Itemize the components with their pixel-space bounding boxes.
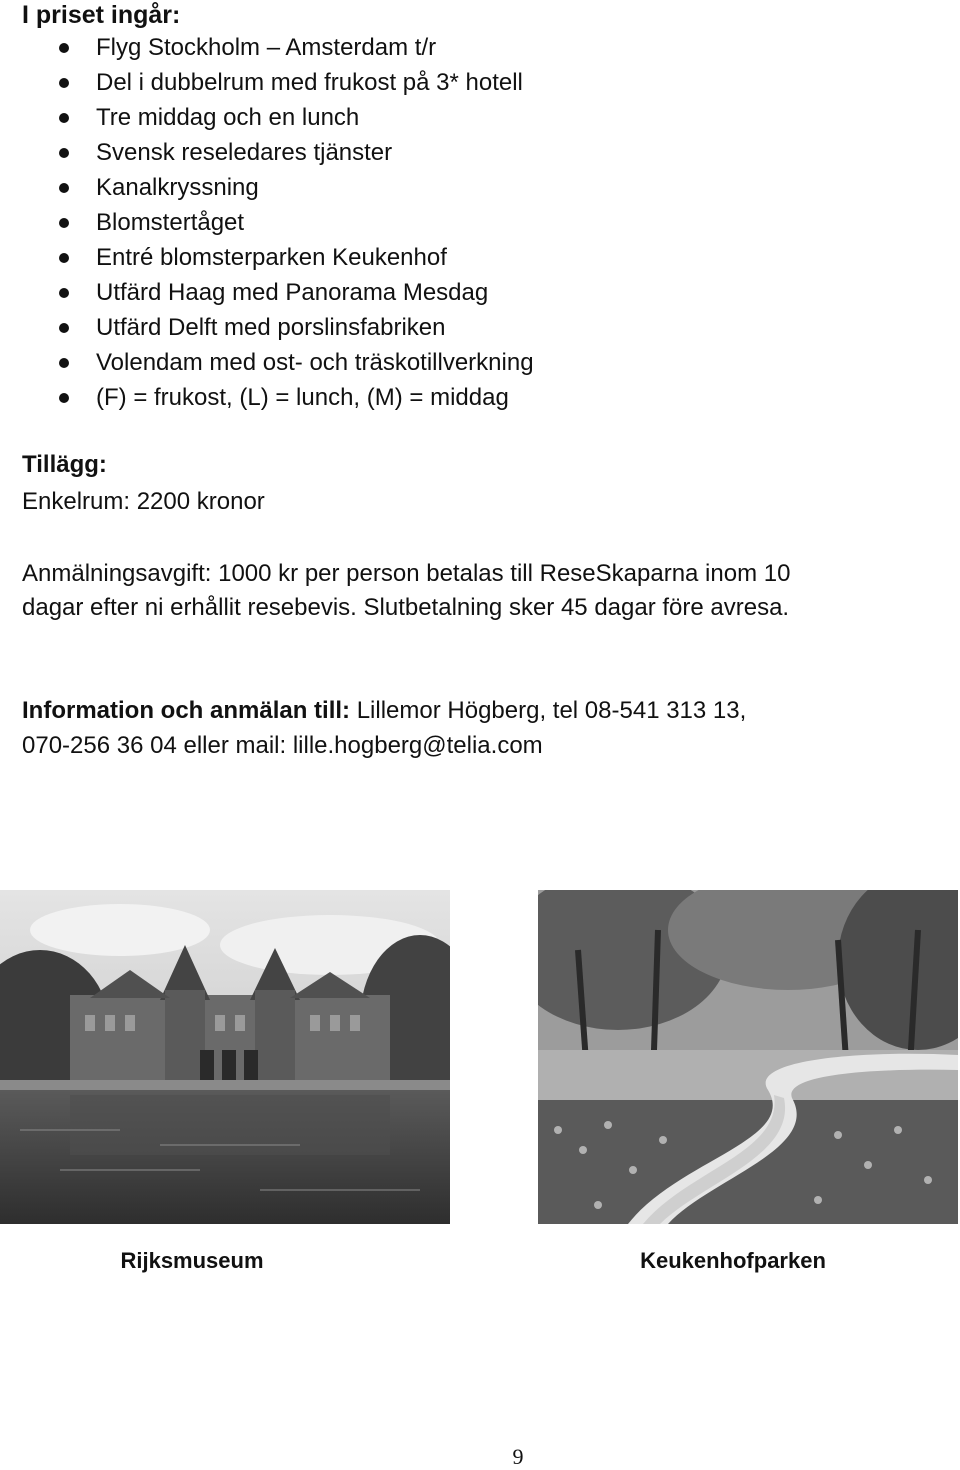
fee-line-1: Anmälningsavgift: 1000 kr per person betalas till ReseSkaparna inom 10 bbox=[22, 560, 791, 587]
contact-line-2: 070-256 36 04 eller mail: lille.hogberg@telia.com bbox=[22, 732, 543, 759]
caption-rijksmuseum: Rijksmuseum bbox=[120, 1248, 264, 1273]
bullet-icon bbox=[59, 218, 69, 228]
bullet-icon bbox=[59, 113, 69, 123]
list-item: Flyg Stockholm – Amsterdam t/r bbox=[22, 30, 534, 65]
extras-heading: Tillägg: bbox=[22, 451, 107, 478]
contact-name-phone: Lillemor Högberg, tel 08-541 313 13, bbox=[350, 697, 747, 724]
keukenhof-image bbox=[538, 890, 958, 1224]
bullet-icon bbox=[59, 358, 69, 368]
bullet-icon bbox=[59, 148, 69, 158]
list-item: Blomstertåget bbox=[22, 205, 534, 240]
list-item: Volendam med ost- och träskotillverkning bbox=[22, 345, 534, 380]
contact-label: Information och anmälan till: bbox=[22, 697, 351, 724]
caption-keukenhof: Keukenhofparken bbox=[640, 1248, 826, 1273]
single-room-price: Enkelrum: 2200 kronor bbox=[22, 488, 265, 515]
contact-line-1 bbox=[22, 693, 746, 728]
bullet-icon bbox=[59, 323, 69, 333]
list-item: Entré blomsterparken Keukenhof bbox=[22, 240, 534, 275]
bullet-icon bbox=[59, 393, 69, 403]
list-item: Kanalkryssning bbox=[22, 170, 534, 205]
list-item: (F) = frukost, (L) = lunch, (M) = middag bbox=[22, 380, 534, 415]
keukenhof-photo bbox=[538, 890, 958, 1224]
bullet-icon bbox=[59, 78, 69, 88]
page-number: 9 bbox=[512, 1444, 524, 1469]
bullet-icon bbox=[59, 253, 69, 263]
list-item: Del i dubbelrum med frukost på 3* hotell bbox=[22, 65, 534, 100]
included-heading: I priset ingår: bbox=[22, 1, 181, 29]
rijksmuseum-image bbox=[0, 890, 450, 1224]
list-item: Utfärd Delft med porslinsfabriken bbox=[22, 310, 534, 345]
rijksmuseum-photo bbox=[0, 890, 450, 1224]
list-item: Tre middag och en lunch bbox=[22, 100, 534, 135]
bullet-icon bbox=[59, 183, 69, 193]
bullet-icon bbox=[59, 43, 69, 53]
list-item: Utfärd Haag med Panorama Mesdag bbox=[22, 275, 534, 310]
fee-line-2: dagar efter ni erhållit resebevis. Slutbetalning sker 45 dagar före avresa. bbox=[22, 594, 790, 621]
list-item: Svensk reseledares tjänster bbox=[22, 135, 534, 170]
bullet-icon bbox=[59, 288, 69, 298]
included-list bbox=[22, 30, 534, 415]
